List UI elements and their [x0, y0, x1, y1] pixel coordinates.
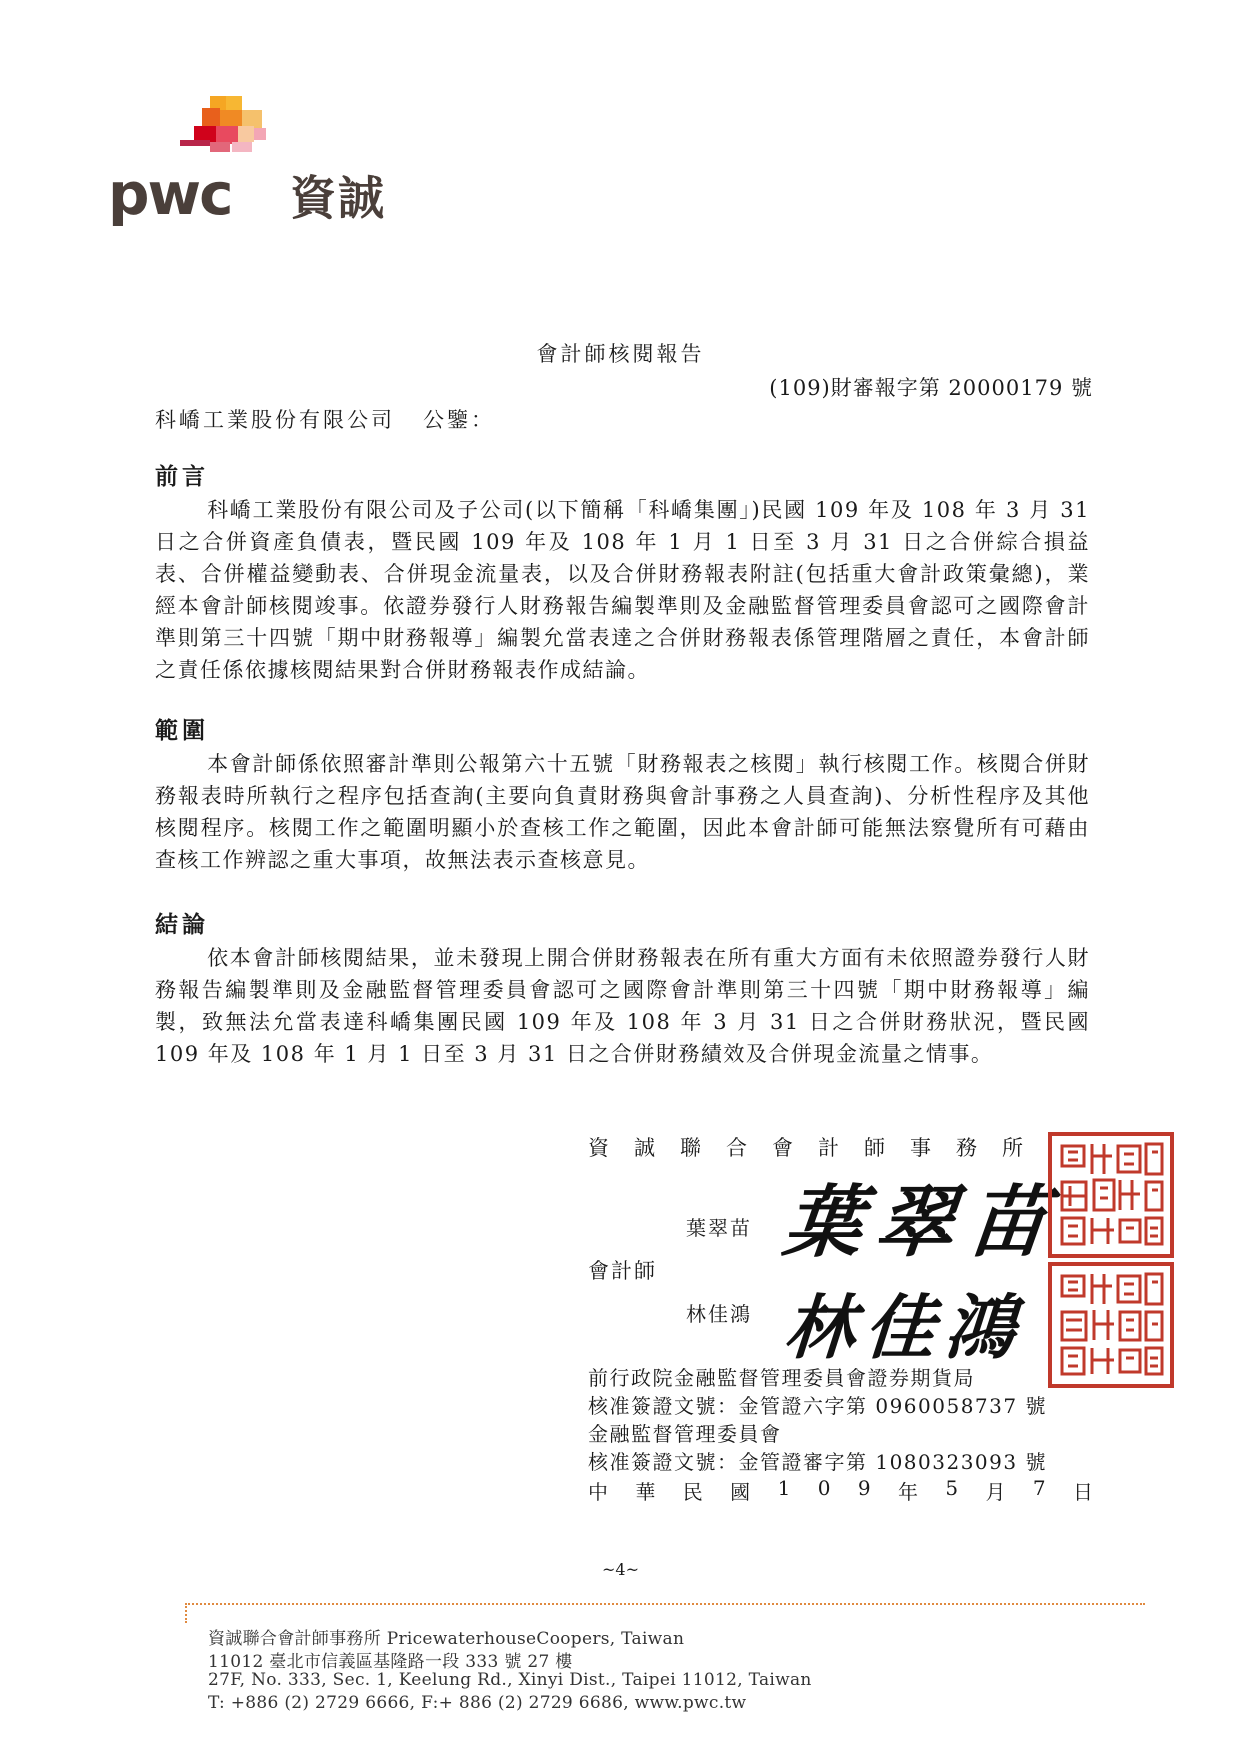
- date-char: 5: [945, 1476, 959, 1500]
- date-char: 月: [985, 1480, 1006, 1504]
- section-body-preface: [155, 494, 1090, 686]
- cpa-name-2: 林佳鴻: [686, 1302, 752, 1326]
- date-char: 國: [730, 1480, 751, 1504]
- date-char: 0: [817, 1476, 831, 1500]
- reference-number: (109)財審報字第 20000179 號: [769, 376, 1093, 400]
- pwc-logo-blocks: [180, 96, 270, 156]
- section-body-conclusion: [155, 942, 1090, 1070]
- section-body-scope: [155, 748, 1090, 876]
- date-char: 民: [682, 1480, 703, 1504]
- approval-line-2: 核准簽證文號：金管證六字第 0960058737 號: [588, 1394, 1047, 1418]
- approval-line-1: 前行政院金融監督管理委員會證券期貨局: [588, 1366, 975, 1390]
- pwc-logo-chinese: 資誠: [290, 171, 386, 225]
- footer-line-3: 27F, No. 333, Sec. 1, Keelung Rd., Xinyi Dist., Taipei 11012, Taiwan: [208, 1670, 812, 1690]
- footer-line-2: 11012 臺北市信義區基隆路一段 333 號 27 樓: [208, 1652, 573, 1672]
- addressee: [155, 404, 495, 434]
- date-char: 中: [588, 1480, 608, 1504]
- footer-divider-corner: [185, 1603, 187, 1623]
- date-char: 日: [1072, 1480, 1093, 1504]
- seal-2-graphic: [1052, 1266, 1170, 1384]
- addressee-company: 科嶠工業股份有限公司: [155, 408, 395, 432]
- section-heading-scope: 範圍: [155, 718, 209, 744]
- section-body-conclusion-text: 依本會計師核閱結果，並未發現上開合併財務報表在所有重大方面有未依照證券發行人財務報告編製準則及金融監督管理委員會認可之國際會計準則第三十四號「期中財務報導」編製，致無法允當表達科嶠集團民國 109 年及 108 年 3 月 31 日之合併財務狀況，暨民國 109 年及 108 年 1 月 1 日至 3 月 31 日之合併財務績效及合併現金流量之情事。: [155, 946, 1090, 1066]
- section-heading-conclusion: 結論: [155, 912, 209, 938]
- footer-line-4: T: +886 (2) 2729 6666, F:+ 886 (2) 2729 6686, www.pwc.tw: [208, 1693, 747, 1713]
- approval-line-4: 核准簽證文號：金管證審字第 1080323093 號: [588, 1450, 1047, 1474]
- date-char: 華: [635, 1480, 656, 1504]
- handwritten-signature-1: 葉翠苗: [779, 1177, 1066, 1268]
- section-body-preface-text: 科嶠工業股份有限公司及子公司(以下簡稱「科嶠集團」)民國 109 年及 108 年 3 月 31 日之合併資產負債表，暨民國 109 年及 108 年 1 月 1 日至 3 月 31 日之合併綜合損益表、合併權益變動表、合併現金流量表，以及合併財務報表附註(包括重大會計政策彙總)，業經本會計師核閱竣事。依證券發行人財務報告編製準則及金融監督管理委員會認可之國際會計準則第三十四號「期中財務報導」編製允當表達之合併財務報表係管理階層之責任，本會計師之責任係依據核閱結果對合併財務報表作成結論。: [155, 498, 1090, 682]
- seal-1-graphic: [1052, 1136, 1170, 1254]
- section-heading-preface: 前言: [155, 464, 209, 490]
- addressee-salutation: 公鑒：: [423, 408, 495, 432]
- report-title: 會計師核閱報告: [536, 342, 705, 366]
- page-number: ~4~: [602, 1560, 639, 1579]
- date-char: 1: [777, 1476, 791, 1500]
- approval-line-3: 金融監督管理委員會: [588, 1422, 782, 1446]
- date-char: 7: [1032, 1476, 1046, 1500]
- footer-line-1: 資誠聯合會計師事務所 PricewaterhouseCoopers, Taiwan: [208, 1629, 685, 1649]
- footer-divider: [185, 1603, 1145, 1605]
- pwc-logo-word: pwc: [108, 160, 232, 228]
- date-char: 年: [897, 1480, 918, 1504]
- firm-name: 資誠聯合會計師事務所: [588, 1136, 1048, 1160]
- report-date: [588, 1476, 1093, 1505]
- cpa-role-label: 會計師: [588, 1259, 657, 1283]
- cpa-name-1: 葉翠苗: [686, 1216, 752, 1240]
- red-seal-stamp-1: [1048, 1132, 1174, 1258]
- red-seal-stamp-2: [1048, 1262, 1174, 1388]
- handwritten-signature-2: 林佳鴻: [781, 1286, 1028, 1369]
- date-char: 9: [857, 1476, 871, 1500]
- section-body-scope-text: 本會計師係依照審計準則公報第六十五號「財務報表之核閱」執行核閱工作。核閱合併財務報表時所執行之程序包括查詢(主要向負責財務與會計事務之人員查詢)、分析性程序及其他核閱程序。核閱工作之範圍明顯小於查核工作之範圍，因此本會計師可能無法察覺所有可藉由查核工作辨認之重大事項，故無法表示查核意見。: [155, 752, 1090, 872]
